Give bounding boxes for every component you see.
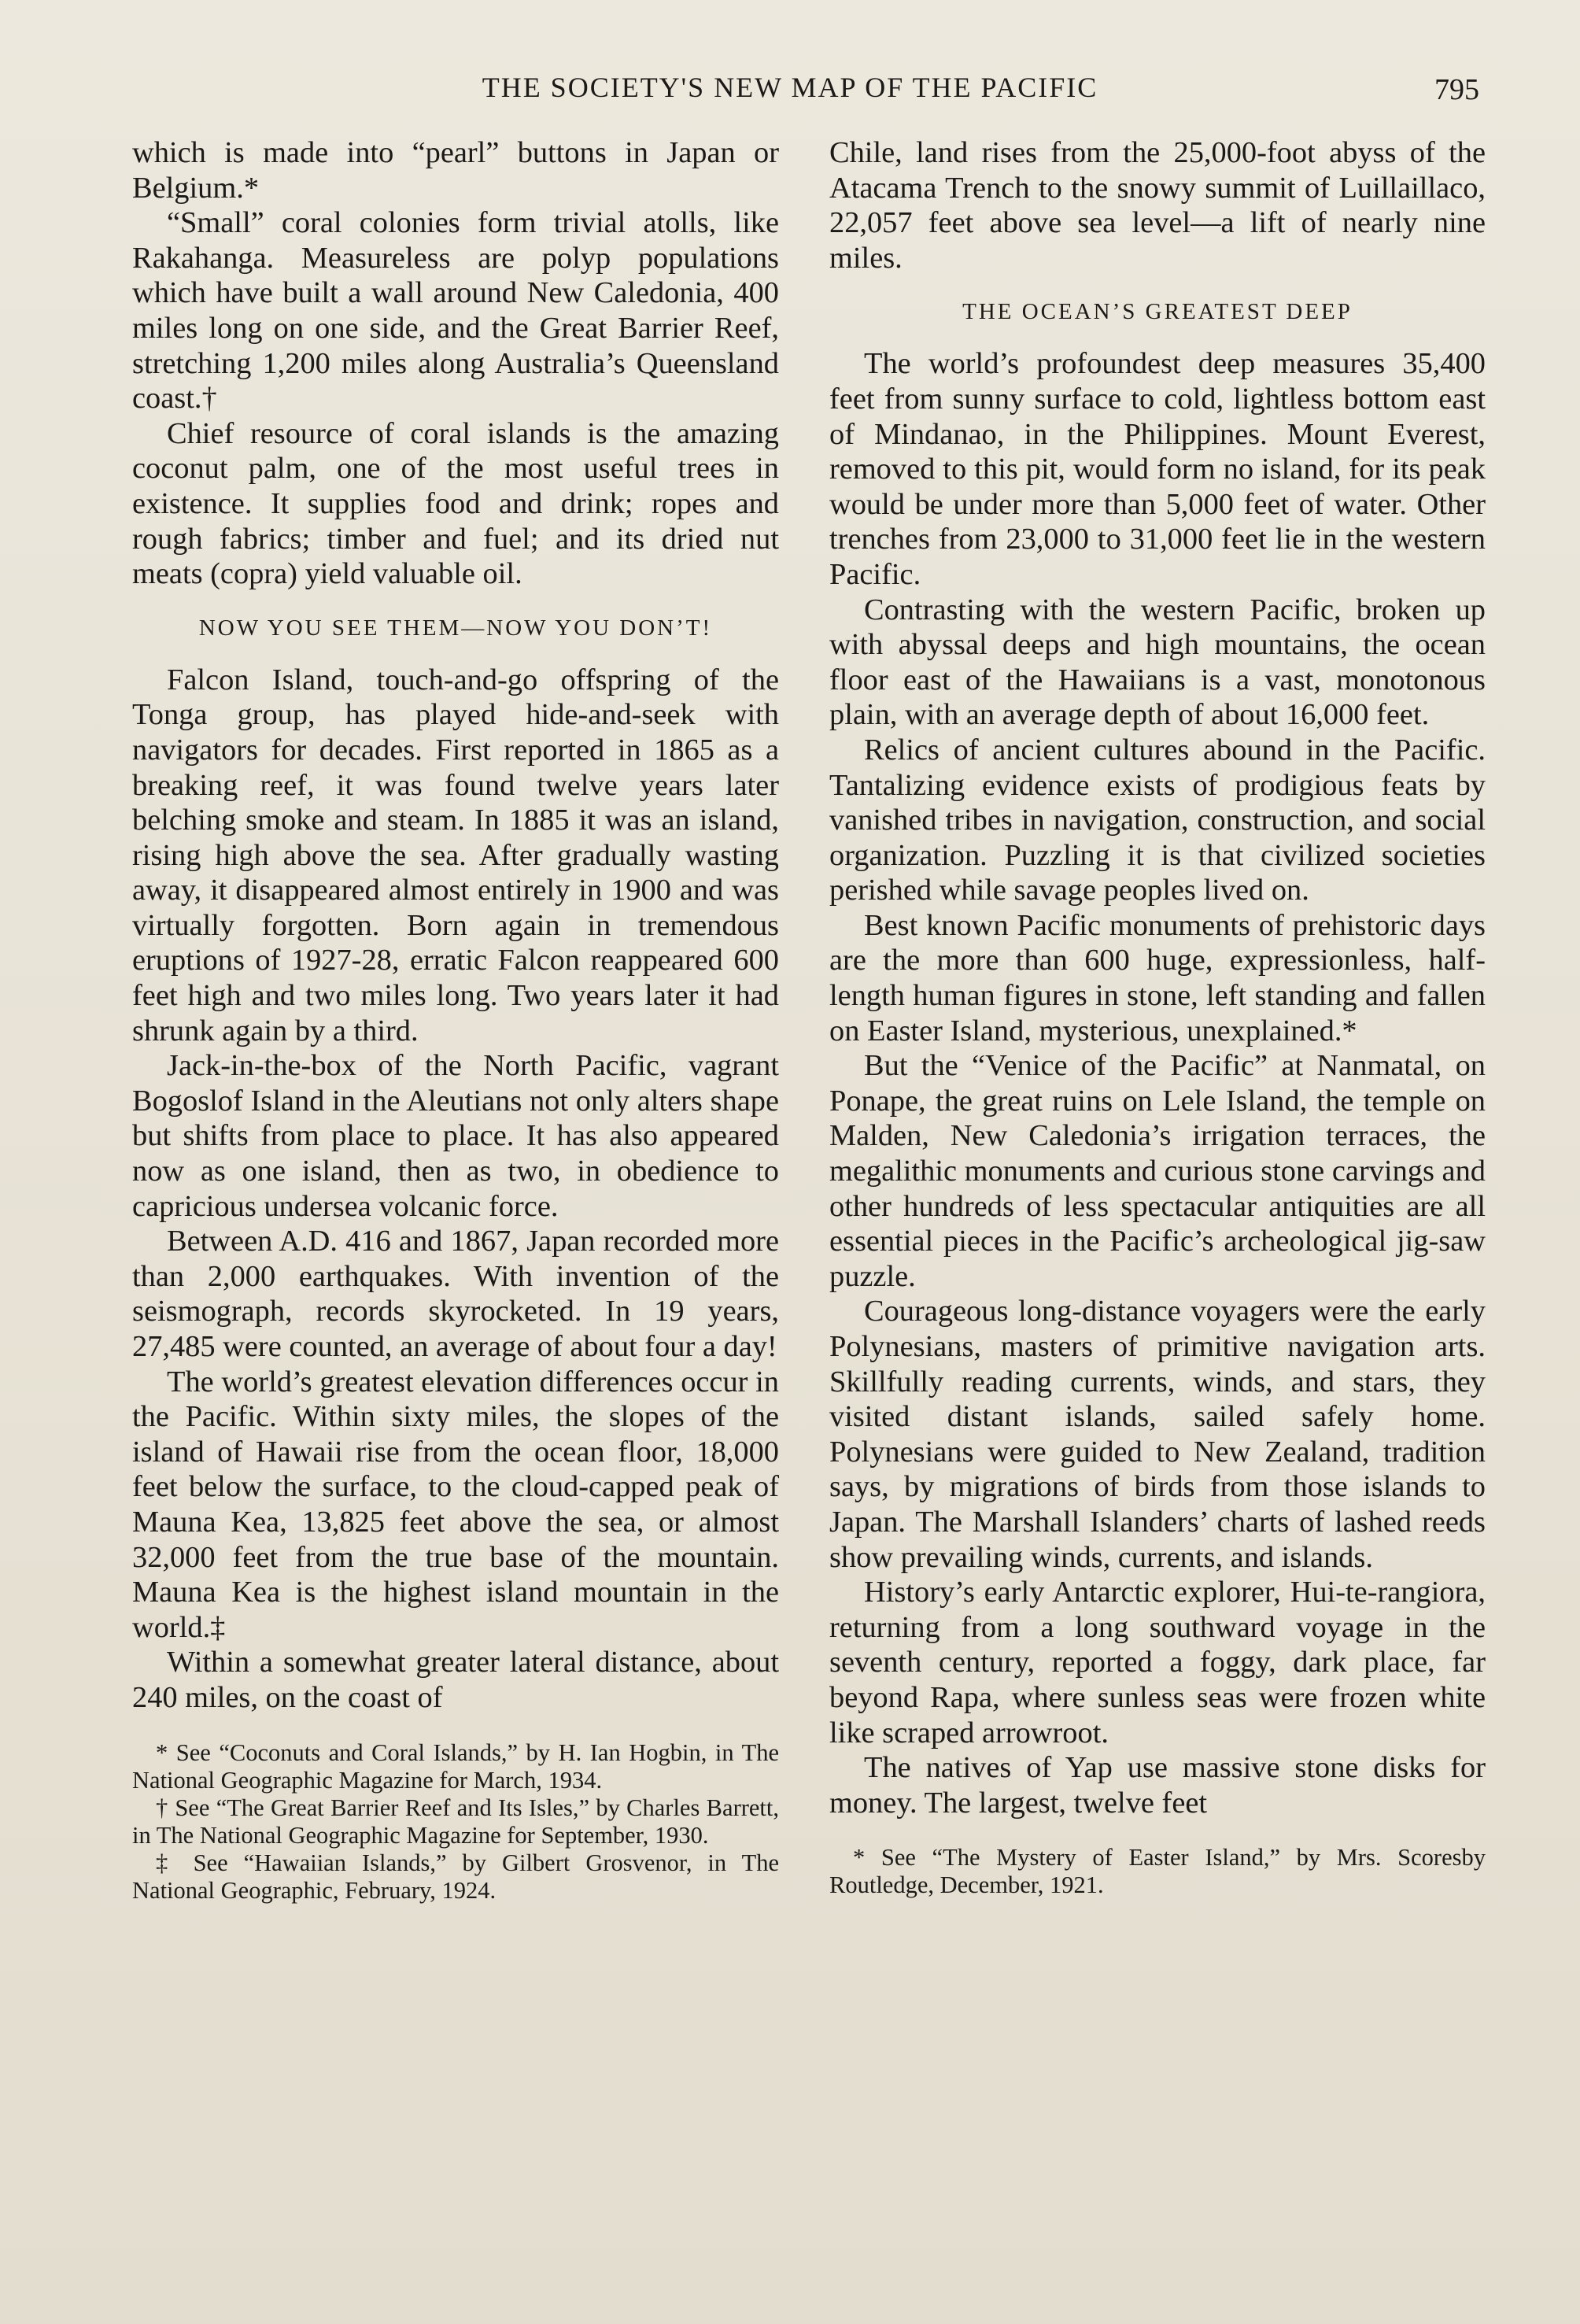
paragraph: The natives of Yap use massive stone disks for money. The largest, twelve feet bbox=[829, 1751, 1486, 1820]
page-number: 795 bbox=[1434, 73, 1479, 106]
paragraph: Best known Pacific monuments of prehistoric days are the more than 600 huge, expressionless, half-length human figures in stone, left standing and fallen on Easter Island, mysterious, unexplained.* bbox=[829, 908, 1486, 1047]
paragraph: Chile, land rises from the 25,000-foot abyss of the Atacama Trench to the snowy summit of Luillaillaco, 22,057 feet above sea level—a lift of nearly nine miles. bbox=[829, 136, 1486, 275]
footnote: † See “The Great Barrier Reef and Its Isles,” by Charles Barrett, in The National Geographic Magazine for September, 1930. bbox=[132, 1794, 779, 1849]
paragraph: which is made into “pearl” buttons in Japan or Belgium.* bbox=[132, 136, 779, 205]
paragraph: Chief resource of coral islands is the amazing coconut palm, one of the most useful trees in existence. It supplies food and drink; ropes and rough fabrics; timber and fuel; and its dried nut meats (copra) yield valuable oil. bbox=[132, 416, 779, 591]
paragraph: Courageous long-distance voyagers were the early Polynesians, masters of primitive navigation arts. Skillfully reading currents, winds, and stars, they visited distant islands, sailed safely home. Polynesians were guided to New Zealand, tradition says, by migrations of birds from those islands to Japan. The Marshall Islanders’ charts of lashed reeds show prevailing winds, currents, and islands. bbox=[829, 1295, 1486, 1574]
section-heading: NOW YOU SEE THEM—NOW YOU DON’T! bbox=[198, 615, 713, 641]
footnotes bbox=[132, 1739, 779, 1905]
paragraph: “Small” coral colonies form trivial atolls, like Rakahanga. Measureless are polyp populations which have built a wall around New Caledonia, 400 miles long on one side, and the Great Barrier Reef, stretching 1,200 miles along Australia’s Queensland coast.† bbox=[132, 206, 779, 416]
paragraph: The world’s profoundest deep measures 35,400 feet from sunny surface to cold, lightless bottom east of Mindanao, in the Philippines. Mount Everest, removed to this pit, would form no island, for its peak would be under more than 5,000 feet of water. Other trenches from 23,000 to 31,000 feet lie in the western Pacific. bbox=[829, 347, 1486, 591]
paragraph: History’s early Antarctic explorer, Hui-te-rangiora, returning from a long southward voyage in the seventh century, reported a foggy, dark place, far beyond Rapa, where sunless seas were frozen white like scraped arrowroot. bbox=[829, 1576, 1486, 1749]
running-head bbox=[0, 66, 1580, 113]
left-column bbox=[132, 135, 779, 1905]
paragraph: Falcon Island, touch-and-go offspring of the Tonga group, has played hide-and-seek with navigators for decades. First reported in 1865 as a breaking reef, it was found twelve years later belching smoke and steam. In 1885 it was an island, rising high above the sea. After gradually wasting away, it disappeared almost entirely in 1900 and was virtually forgotten. Born again in tremendous eruptions of 1927-28, erratic Falcon reappeared 600 feet high and two miles long. Two years later it had shrunk again by a third. bbox=[132, 663, 779, 1047]
footnote: ‡ See “Hawaiian Islands,” by Gilbert Grosvenor, in The National Geographic, February, 1924. bbox=[132, 1849, 779, 1904]
paragraph: Jack-in-the-box of the North Pacific, vagrant Bogoslof Island in the Aleutians not only alters shape but shifts from place to place. It has also appeared now as one island, then as two, in obedience to capricious undersea volcanic force. bbox=[132, 1049, 779, 1223]
paragraph: But the “Venice of the Pacific” at Nanmatal, on Ponape, the great ruins on Lele Island, the temple on Malden, New Caledonia’s irrigation terraces, the megalithic monuments and curious stone carvings and other hundreds of less spectacular antiquities are all essential pieces in the Pacific’s archeological jig-saw puzzle. bbox=[829, 1049, 1486, 1293]
footnotes bbox=[829, 1844, 1486, 1899]
footnote: * See “The Mystery of Easter Island,” by Mrs. Scoresby Routledge, December, 1921. bbox=[829, 1844, 1486, 1899]
footnote: * See “Coconuts and Coral Islands,” by H. Ian Hogbin, in The National Geographic Magazine for March, 1934. bbox=[132, 1738, 779, 1794]
paragraph: Within a somewhat greater lateral distance, about 240 miles, on the coast of bbox=[132, 1646, 779, 1714]
section-heading: THE OCEAN’S GREATEST DEEP bbox=[962, 299, 1353, 325]
right-column bbox=[829, 135, 1486, 1899]
paragraph: Contrasting with the western Pacific, broken up with abyssal deeps and high mountains, the ocean floor east of the Hawaiians is a vast, monotonous plain, with an average depth of about 16,000 feet. bbox=[829, 593, 1486, 732]
paragraph: Relics of ancient cultures abound in the Pacific. Tantalizing evidence exists of prodigious feats by vanished tribes in navigation, construction, and social organization. Puzzling it is that civilized societies perished while savage peoples lived on. bbox=[829, 733, 1486, 907]
paragraph: The world’s greatest elevation differences occur in the Pacific. Within sixty miles, the slopes of the island of Hawaii rise from the ocean floor, 18,000 feet below the surface, to the cloud-capped peak of Mauna Kea, 13,825 feet above the sea, or almost 32,000 feet from the true base of the mountain. Mauna Kea is the highest island mountain in the world.‡ bbox=[132, 1365, 779, 1644]
running-title: THE SOCIETY'S NEW MAP OF THE PACIFIC bbox=[482, 72, 1098, 103]
paragraph: Between A.D. 416 and 1867, Japan recorded more than 2,000 earthquakes. With invention of the seismograph, records skyrocketed. In 19 years, 27,485 were counted, an average of about four a day! bbox=[132, 1225, 779, 1363]
